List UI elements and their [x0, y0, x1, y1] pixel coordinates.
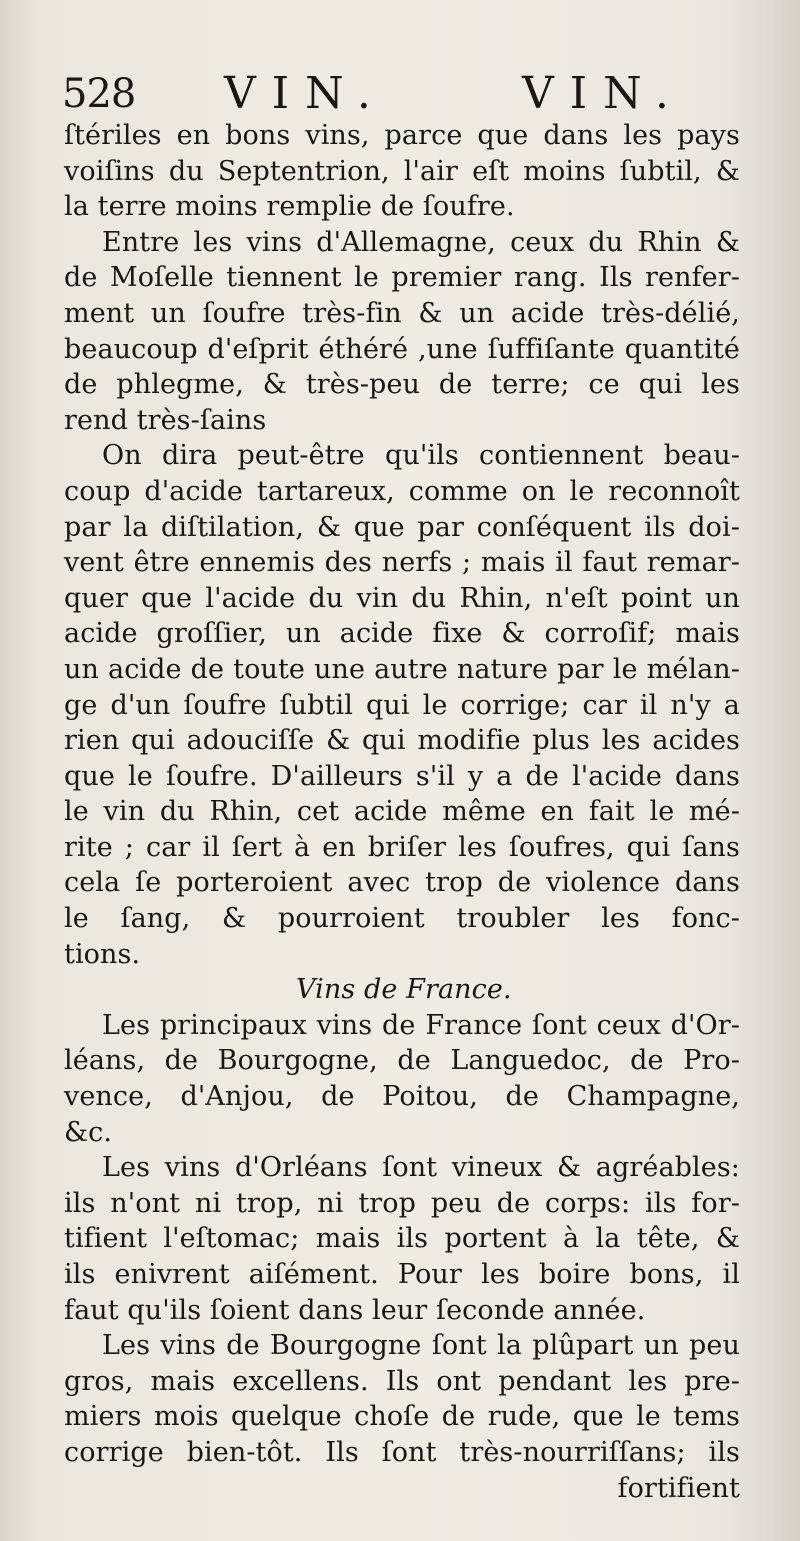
- text-line: gros, mais excellens. Ils ont pendant les pre-: [64, 1365, 740, 1397]
- running-title-right: VIN.: [522, 68, 685, 119]
- text-line: Entre les vins d'Allemagne, ceux du Rhin &: [102, 226, 740, 258]
- text-line: corrige bien-tôt. Ils ſont très-nourriſſans; ils: [64, 1436, 740, 1468]
- text-line: un acide de toute une autre nature par le mélan-: [64, 653, 740, 685]
- text-line: tions.: [64, 938, 141, 970]
- text-line: Les vins de Bourgogne ſont la plûpart un peu: [102, 1330, 740, 1362]
- text-line: rend très-ſains: [64, 404, 267, 436]
- page-number: 528: [62, 71, 136, 117]
- text-line: tifient l'eſtomac; mais ils portent à la tête, &: [64, 1223, 740, 1255]
- text-line: ge d'un ſoufre ſubtil qui le corrige; car il n'y a: [64, 689, 740, 721]
- body-text: [64, 118, 740, 1506]
- text-line: de phlegme, & très-peu de terre; ce qui les: [64, 369, 740, 401]
- text-line: Les vins d'Orléans ſont vineux & agréables:: [102, 1152, 740, 1184]
- text-line: vence, d'Anjou, de Poitou, de Champagne,: [64, 1081, 740, 1113]
- text-line: léans, de Bourgogne, de Languedoc, de Pro-: [64, 1045, 740, 1077]
- text-line: le vin du Rhin, cet acide même en fait le mé-: [64, 796, 740, 828]
- text-line: voiſins du Septentrion, l'air eſt moins ſubtil, &: [64, 155, 740, 187]
- text-line: rien qui adouciſſe & qui modifie plus les acides: [64, 725, 740, 757]
- text-line: ſtériles en bons vins, parce que dans les pays: [64, 120, 740, 151]
- text-line: vent être ennemis des nerfs ; mais il faut remar-: [64, 547, 740, 579]
- running-header: [62, 66, 742, 122]
- text-line: quer que l'acide du vin du Rhin, n'eſt point un: [64, 582, 740, 614]
- text-line: miers mois quelque choſe de rude, que le tems: [64, 1401, 740, 1433]
- text-line: Les principaux vins de France ſont ceux d'Or-: [102, 1009, 740, 1041]
- text-line: le ſang, & pourroient troubler les fonc-: [64, 903, 740, 935]
- text-line: ment un ſoufre très-fin & un acide très-délié,: [64, 297, 740, 329]
- text-line: ils enivrent aiſément. Pour les boire bons, il: [64, 1259, 740, 1290]
- text-line: que le ſoufre. D'ailleurs s'il y a de l'acide dans: [64, 760, 740, 792]
- text-line: acide groſſier, un acide fixe & corroſif; mais: [64, 618, 740, 650]
- text-line: On dira peut-être qu'ils contiennent beau-: [102, 440, 740, 472]
- text-line: par la diſtilation, & que par conſéquent ils doi-: [64, 511, 740, 543]
- text-line: coup d'acide tartareux, comme on le reconnoît: [64, 475, 740, 507]
- text-line: cela ſe porteroient avec trop de violence dans: [64, 867, 740, 899]
- text-line: &c.: [64, 1116, 113, 1148]
- text-line: ils n'ont ni trop, ni trop peu de corps: ils for-: [64, 1187, 740, 1219]
- text-line: la terre moins remplie de ſoufre.: [64, 191, 515, 223]
- catchword: fortifient: [617, 1472, 740, 1504]
- text-line: rite ; car il ſert à en briſer les ſoufres, qui ſans: [64, 831, 740, 863]
- text-line: de Moſelle tiennent le premier rang. Ils renfer-: [64, 262, 740, 294]
- section-heading: Vins de France.: [296, 974, 512, 1006]
- text-line: beaucoup d'eſprit éthéré ,une ſuffiſante quantité: [64, 333, 740, 365]
- running-title-left: VIN.: [224, 68, 387, 119]
- text-line: faut qu'ils ſoient dans leur ſeconde année.: [64, 1294, 646, 1326]
